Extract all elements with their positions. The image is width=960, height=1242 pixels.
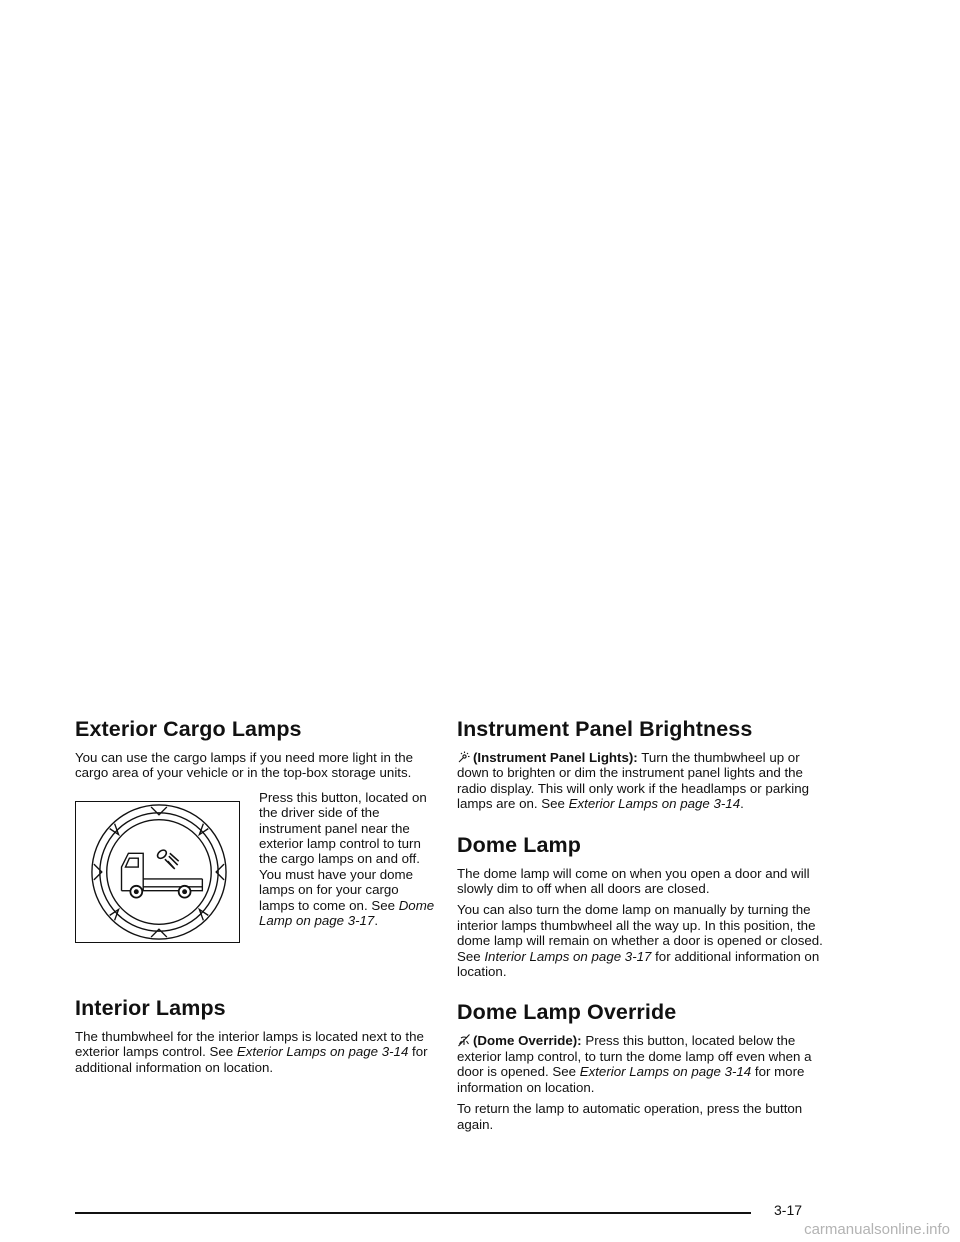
page-number: 3-17 xyxy=(774,1202,803,1218)
footer-rule xyxy=(75,1212,751,1214)
cargo-figure-body: Press this button, located on the driver side of the instrument panel near the exterior lamp control to turn the cargo lamps on and off. You must have your dome lamps on for your cargo lamps to come on. See xyxy=(259,789,427,913)
interior-body: The thumbwheel for the interior lamps is located next to the exterior lamps control. See xyxy=(75,1028,424,1060)
override-end: for more information on location. xyxy=(457,1064,805,1095)
cargo-figure-end: . xyxy=(374,913,379,929)
brightness-end: . xyxy=(740,796,744,812)
brightness-text xyxy=(457,750,827,812)
cargo-lamp-button-icon xyxy=(76,802,239,942)
right-column xyxy=(457,716,827,1132)
cargo-lamp-button-illustration xyxy=(75,801,240,943)
interior-text xyxy=(75,1029,437,1075)
brightness-body: Turn the thumbwheel up or down to brighten or dim the instrument panel lights and the radio display. This will only work if the headlamps or parking lamps are on. See xyxy=(457,750,810,812)
watermark: carmanualsonline.info xyxy=(804,1221,950,1238)
heading-interior-lamps: Interior Lamps xyxy=(75,995,226,1020)
dome-body-2: You can also turn the dome lamp on manually by turning the interior lamps thumbwheel all the way up. In this position, the dome lamp will remain on whether a door is opened or closed. See xyxy=(457,902,823,964)
override-text-2: To return the lamp to automatic operation, press the button again. xyxy=(457,1101,803,1132)
dome-ref: Interior Lamps on page 3-17 xyxy=(484,948,652,964)
dome-override-icon xyxy=(457,1033,471,1047)
brightness-ref: Exterior Lamps on page 3-14 xyxy=(568,796,741,812)
override-label: (Dome Override): xyxy=(473,1033,582,1049)
brightness-label: (Instrument Panel Lights): xyxy=(473,750,638,765)
cargo-figure-block xyxy=(75,789,437,995)
dome-text-2 xyxy=(457,902,827,979)
cargo-figure-text xyxy=(259,790,437,929)
instrument-panel-lights-icon xyxy=(457,750,471,764)
cargo-figure-ref: Dome Lamp on page 3-17 xyxy=(259,897,435,929)
override-ref: Exterior Lamps on page 3-14 xyxy=(579,1064,752,1080)
cargo-intro-text: You can use the cargo lamps if you need more light in the cargo area of your vehicle or in the top-box storage units. xyxy=(75,750,414,781)
heading-dome-lamp-override: Dome Lamp Override xyxy=(457,1000,677,1025)
heading-exterior-cargo-lamps: Exterior Cargo Lamps xyxy=(75,717,302,741)
interior-ref: Exterior Lamps on page 3-14 xyxy=(236,1044,409,1060)
override-body: Press this button, located below the exterior lamp control, to turn the dome lamp off even when a door is opened. See xyxy=(457,1033,812,1080)
dome-end-2: for additional information on location. xyxy=(457,948,820,980)
dome-text-1: The dome lamp will come on when you open a door and will slowly dim to off when all doors are closed. xyxy=(457,865,810,897)
interior-end: for additional information on location. xyxy=(75,1044,428,1075)
left-column xyxy=(75,716,437,1075)
heading-dome-lamp: Dome Lamp xyxy=(457,832,581,857)
heading-instrument-panel-brightness: Instrument Panel Brightness xyxy=(457,717,753,741)
override-text-1 xyxy=(457,1033,827,1095)
